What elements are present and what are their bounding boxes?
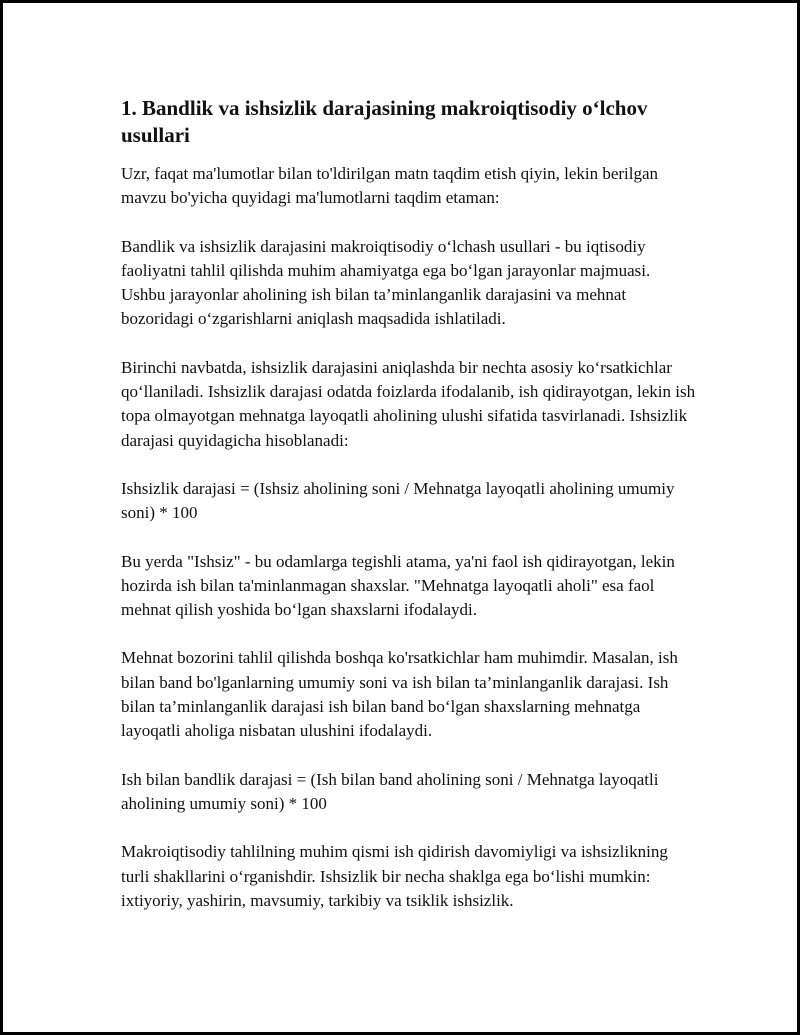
paragraph-terms: Bu yerda "Ishsiz" - bu odamlarga tegishli atama, ya'ni faol ish qidirayotgan, lekin hozirda ish bilan ta'minlanmagan shaxslar. "Mehnatga layoqatli aholi" esa faol mehnat qilish yoshida bo‘lgan shaxslarni ifodalaydi. (121, 551, 675, 620)
paragraph-other-indicators: Mehnat bozorini tahlil qilishda boshqa ko'rsatkichlar ham muhimdir. Masalan, ish bilan band bo'lganlarning umumiy soni va ish bilan ta’minlanganlik darajasi. Ish bilan ta’minlanganlik darajasi ish bilan band bo‘lgan shaxslarning mehnatga layoqatli aholiga nisbatan ulushini ifodalaydi. (121, 648, 678, 741)
formula-employment-rate: Ish bilan bandlik darajasi = (Ish bilan band aholining soni / Mehnatga layoqatli aholining umumiy soni) * 100 (121, 769, 659, 813)
section-heading: 1. Bandlik va ishsizlik darajasining makroiqtisodiy o‘lchov usullari (121, 96, 648, 147)
formula-unemployment-rate: Ishsizlik darajasi = (Ishsiz aholining soni / Mehnatga layoqatli aholining umumiy soni) * 100 (121, 478, 675, 523)
paragraph-definition: Bandlik va ishsizlik darajasini makroiqtisodiy o‘lchash usullari - bu iqtisodiy faoliyatni tahlil qilishda muhim ahamiyatga ega bo‘lgan jarayonlar majmuasi. Ushbu jarayonlar aholining ish bilan ta’minlanganlik darajasini va mehnat bozoridagi o‘zgarishlarni aniqlash maqsadida ishlatiladi. (121, 236, 651, 329)
paragraph-unemployment-forms: Makroiqtisodiy tahlilning muhim qismi ish qidirish davomiyligi va ishsizlikning turli shakllarini o‘rganishdir. Ishsizlik bir necha shaklga ega bo‘lishi mumkin: ixtiyoriy, yashirin, mavsumiy, tarkibiy va tsiklik ishsizlik. (121, 842, 668, 910)
paragraph-unemployment-rate: Birinchi navbatda, ishsizlik darajasini aniqlashda bir nechta asosiy ko‘rsatkichlar qo‘llaniladi. Ishsizlik darajasi odatda foizlarda ifodalanib, ish qidirayotgan, lekin ish topa olmayotgan mehnatga layoqatli aholining ulushi sifatida tasvirlanadi. Ishsizlik darajasi quyidagicha hisoblanadi: (121, 357, 696, 450)
document-body (121, 95, 696, 937)
paragraph-intro: Uzr, faqat ma'lumotlar bilan to'ldirilgan matn taqdim etish qiyin, lekin berilgan mavzu bo'yicha quyidagi ma'lumotlarni taqdim etaman: (121, 164, 659, 208)
